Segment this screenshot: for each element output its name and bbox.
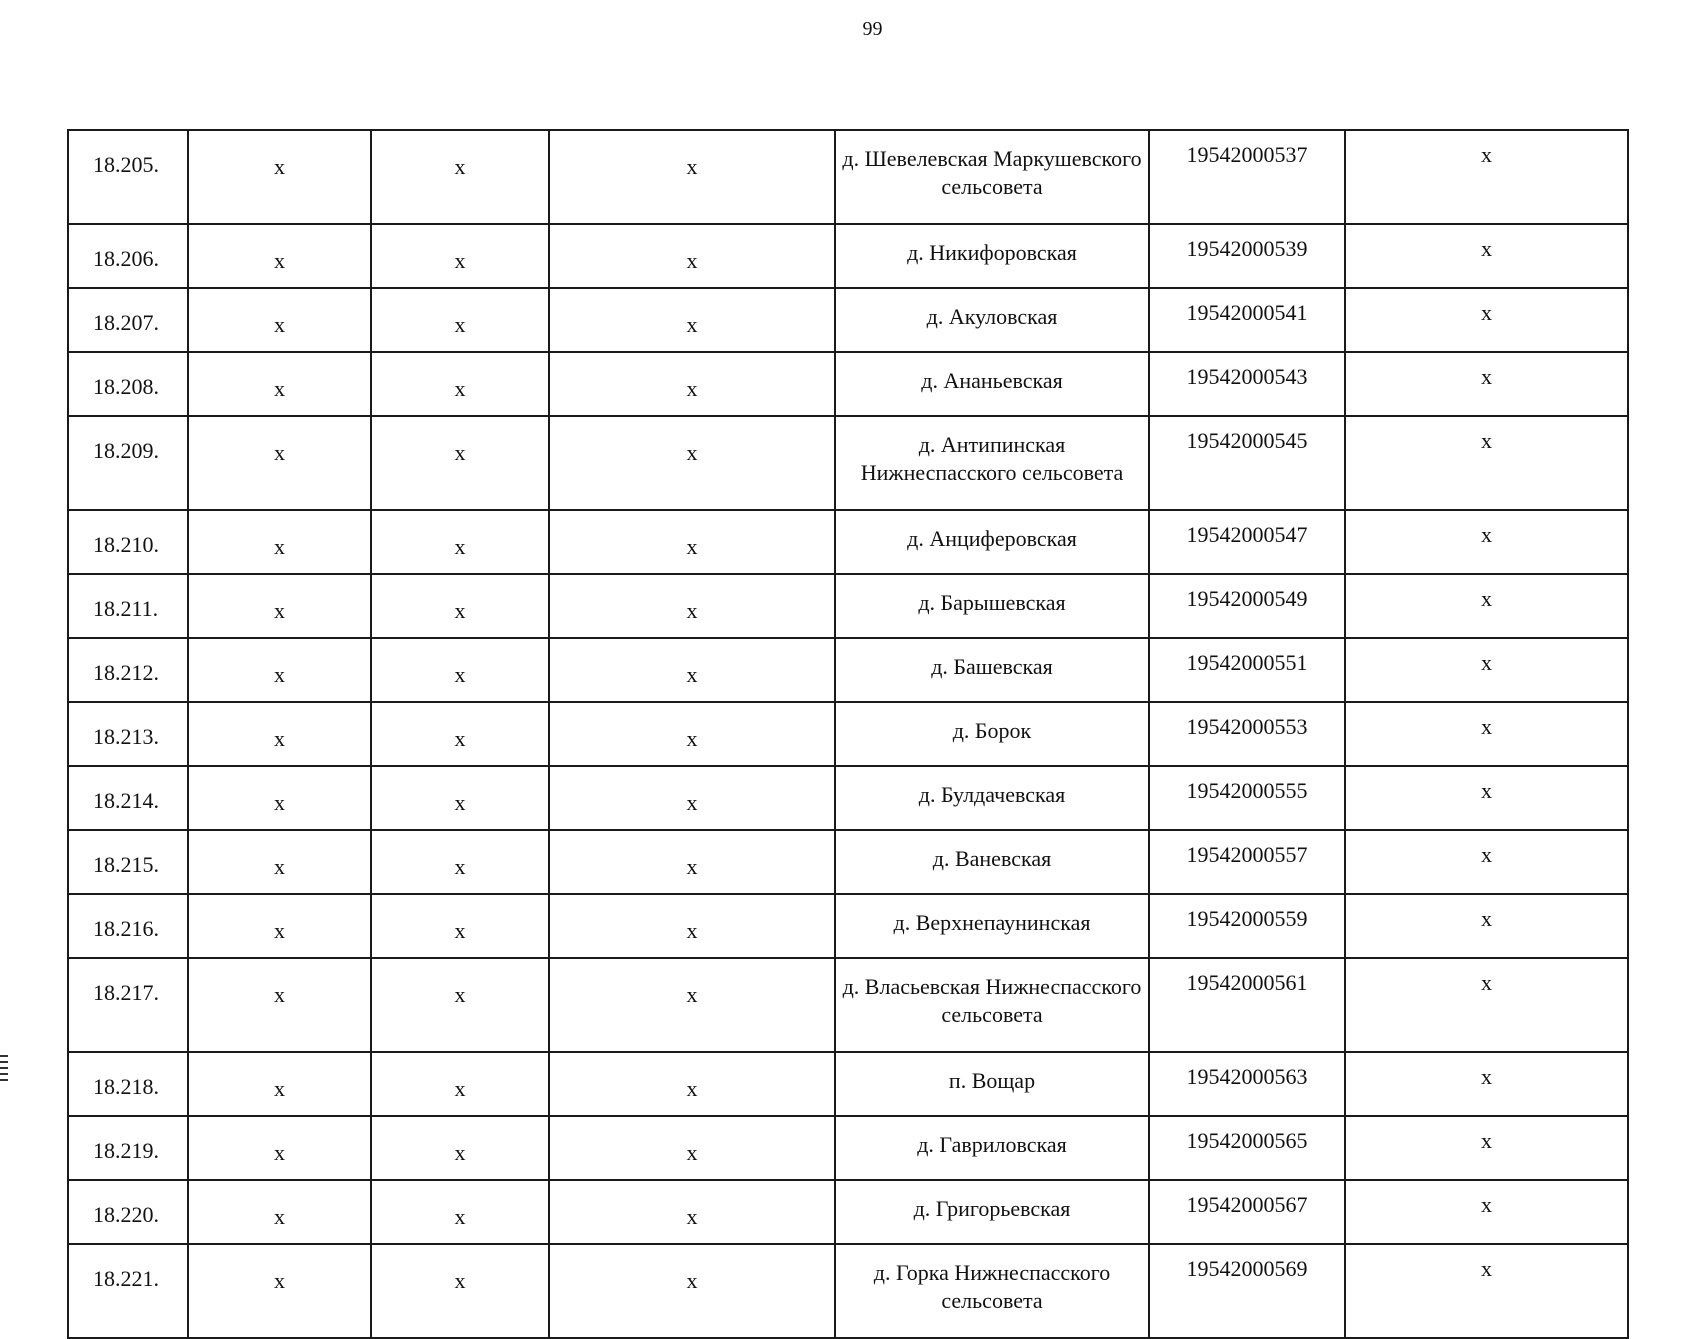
cell-x: х [549,288,835,352]
cell-x: х [1345,766,1628,830]
settlement-name: д. Гавриловская [835,1116,1149,1180]
cell-x: х [371,224,549,288]
cell-x: х [549,224,835,288]
row-number: 18.208. [68,352,188,416]
settlement-name: д. Борок [835,702,1149,766]
table-row [68,574,1628,638]
row-number: 18.217. [68,958,188,1052]
settlement-name: д. Верхнепаунинская [835,894,1149,958]
cell-x: х [188,830,371,894]
settlement-name: д. Булдачевская [835,766,1149,830]
oktmo-code: 19542000551 [1149,638,1345,702]
cell-x: х [1345,574,1628,638]
cell-x: х [371,416,549,510]
cell-x: х [371,702,549,766]
row-number: 18.210. [68,510,188,574]
table-row [68,894,1628,958]
cell-x: х [1345,288,1628,352]
settlement-name: д. Анциферовская [835,510,1149,574]
cell-x: х [188,510,371,574]
cell-x: х [549,1052,835,1116]
cell-x: х [188,352,371,416]
oktmo-code: 19542000557 [1149,830,1345,894]
cell-x: х [188,766,371,830]
row-number: 18.213. [68,702,188,766]
settlement-name: д. Никифоровская [835,224,1149,288]
settlement-name: д. Барышевская [835,574,1149,638]
cell-x: х [188,894,371,958]
cell-x: х [188,1180,371,1244]
cell-x: х [549,1116,835,1180]
oktmo-code: 19542000553 [1149,702,1345,766]
oktmo-code: 19542000547 [1149,510,1345,574]
cell-x: х [549,1244,835,1338]
table-row [68,702,1628,766]
cell-x: х [549,130,835,224]
cell-x: х [188,1052,371,1116]
row-number: 18.207. [68,288,188,352]
table-row [68,1244,1628,1338]
cell-x: х [549,766,835,830]
cell-x: х [371,1116,549,1180]
cell-x: х [1345,1180,1628,1244]
cell-x: х [549,958,835,1052]
cell-x: х [371,288,549,352]
scan-mark [0,1055,8,1057]
scan-edge-marks [0,1055,8,1085]
settlement-name: д. Власьевская Нижнеспасского сельсовета [835,958,1149,1052]
row-number: 18.211. [68,574,188,638]
cell-x: х [549,574,835,638]
settlement-name: п. Вощар [835,1052,1149,1116]
row-number: 18.218. [68,1052,188,1116]
scan-mark [0,1079,8,1081]
row-number: 18.212. [68,638,188,702]
cell-x: х [188,416,371,510]
cell-x: х [1345,894,1628,958]
oktmo-code: 19542000565 [1149,1116,1345,1180]
page-number: 99 [862,18,883,40]
cell-x: х [188,958,371,1052]
cell-x: х [1345,416,1628,510]
oktmo-code: 19542000559 [1149,894,1345,958]
table-row [68,1052,1628,1116]
row-number: 18.221. [68,1244,188,1338]
cell-x: х [1345,1052,1628,1116]
row-number: 18.205. [68,130,188,224]
settlement-name: д. Ананьевская [835,352,1149,416]
row-number: 18.214. [68,766,188,830]
cell-x: х [188,224,371,288]
cell-x: х [549,1180,835,1244]
oktmo-code: 19542000543 [1149,352,1345,416]
table-row [68,130,1628,224]
cell-x: х [1345,1116,1628,1180]
row-number: 18.220. [68,1180,188,1244]
settlement-name: д. Акуловская [835,288,1149,352]
table-row [68,1180,1628,1244]
cell-x: х [549,830,835,894]
table-row [68,638,1628,702]
cell-x: х [1345,352,1628,416]
table-row [68,288,1628,352]
cell-x: х [1345,830,1628,894]
oktmo-code: 19542000567 [1149,1180,1345,1244]
cell-x: х [371,894,549,958]
row-number: 18.219. [68,1116,188,1180]
cell-x: х [1345,702,1628,766]
cell-x: х [1345,130,1628,224]
oktmo-code: 19542000563 [1149,1052,1345,1116]
settlement-name: д. Антипинская Нижнеспасского сельсовета [835,416,1149,510]
cell-x: х [371,574,549,638]
cell-x: х [188,130,371,224]
oktmo-code: 19542000555 [1149,766,1345,830]
settlement-name: д. Григорьевская [835,1180,1149,1244]
scan-mark [0,1061,8,1063]
settlement-name: д. Шевелевская Маркушевского сельсовета [835,130,1149,224]
cell-x: х [371,510,549,574]
table-row [68,958,1628,1052]
cell-x: х [188,702,371,766]
cell-x: х [188,1244,371,1338]
cell-x: х [188,1116,371,1180]
cell-x: х [1345,224,1628,288]
oktmo-code: 19542000569 [1149,1244,1345,1338]
settlement-name: д. Горка Нижнеспасского сельсовета [835,1244,1149,1338]
oktmo-code: 19542000537 [1149,130,1345,224]
cell-x: х [371,1244,549,1338]
row-number: 18.215. [68,830,188,894]
cell-x: х [371,766,549,830]
cell-x: х [371,958,549,1052]
cell-x: х [549,416,835,510]
table-row [68,510,1628,574]
cell-x: х [188,574,371,638]
cell-x: х [371,352,549,416]
settlement-name: д. Ваневская [835,830,1149,894]
settlements-table [67,129,1629,1339]
cell-x: х [371,130,549,224]
cell-x: х [549,702,835,766]
oktmo-code: 19542000561 [1149,958,1345,1052]
table-row [68,766,1628,830]
table-row [68,416,1628,510]
oktmo-code: 19542000545 [1149,416,1345,510]
table-row [68,830,1628,894]
cell-x: х [1345,638,1628,702]
cell-x: х [549,894,835,958]
cell-x: х [371,638,549,702]
scan-mark [0,1067,8,1069]
row-number: 18.206. [68,224,188,288]
oktmo-code: 19542000549 [1149,574,1345,638]
cell-x: х [549,510,835,574]
oktmo-code: 19542000539 [1149,224,1345,288]
cell-x: х [1345,510,1628,574]
cell-x: х [188,288,371,352]
row-number: 18.216. [68,894,188,958]
oktmo-code: 19542000541 [1149,288,1345,352]
cell-x: х [371,1180,549,1244]
table-row [68,1116,1628,1180]
table-row [68,224,1628,288]
table-row [68,352,1628,416]
cell-x: х [549,352,835,416]
cell-x: х [1345,1244,1628,1338]
cell-x: х [549,638,835,702]
cell-x: х [1345,958,1628,1052]
cell-x: х [188,638,371,702]
settlement-name: д. Башевская [835,638,1149,702]
cell-x: х [371,830,549,894]
scan-mark [0,1073,8,1075]
cell-x: х [371,1052,549,1116]
row-number: 18.209. [68,416,188,510]
